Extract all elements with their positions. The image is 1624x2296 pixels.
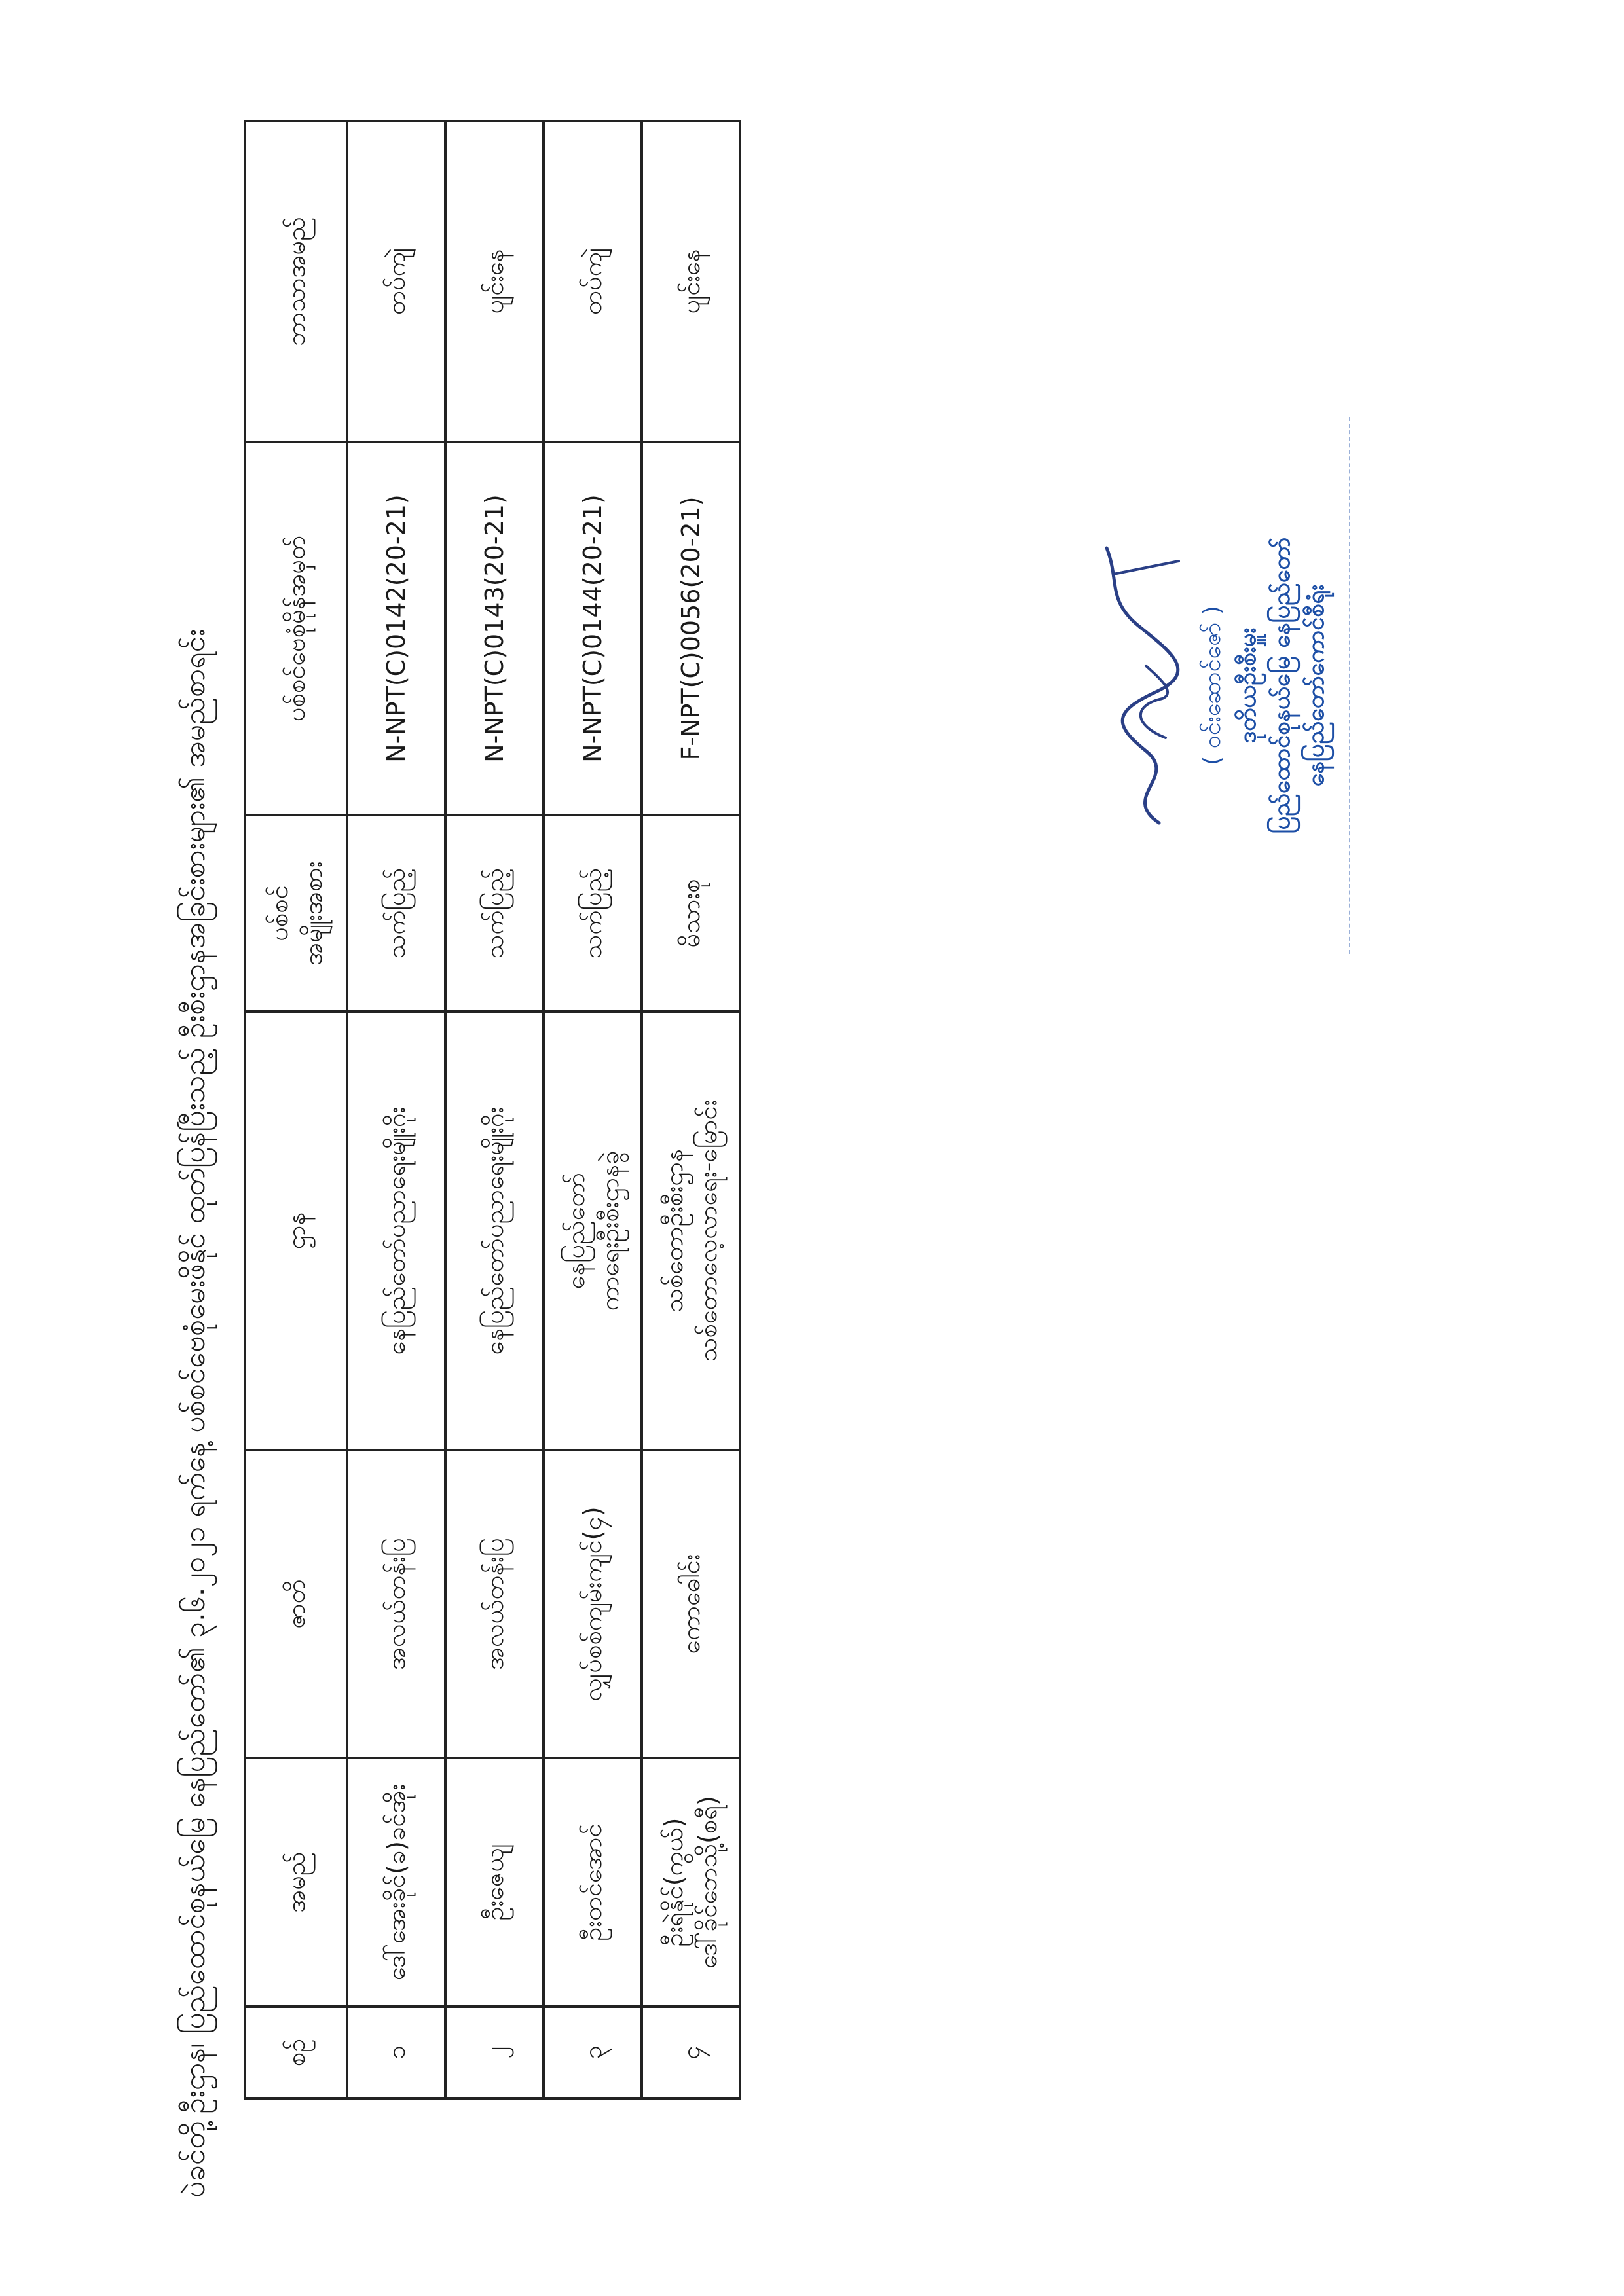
header-no: စဉ် <box>245 2007 347 2098</box>
cell-department: နေပြည်တော်ပညာရေးမျိုးဂိုး <box>445 1011 544 1450</box>
permit-table <box>244 120 741 2100</box>
cell-department: နေပြည်တော်ပညာရေးမျိုးဂိုး <box>347 1011 445 1450</box>
cell-name: ဒေါ်အေးခိုင်(ခ)ခင်အိုး <box>347 1758 445 2007</box>
cell-type: သက်ပြည့် <box>347 815 445 1011</box>
cell-name: ဦးတင်အောင် <box>544 1758 642 2007</box>
signatory-name: ( ဝင်းဆောင်ဇော် ) <box>1199 606 1226 765</box>
header-department: ဌာန <box>245 1011 347 1450</box>
signature-block <box>1054 391 1395 980</box>
header-type <box>245 815 347 1011</box>
cell-no: ၃ <box>544 2007 642 2098</box>
cell-status: ပျင်းနေ <box>445 121 544 442</box>
cell-name: ဦးဇေယျ <box>445 1758 544 2007</box>
cell-place: အလယ်တန်းပြ <box>347 1450 445 1758</box>
header-permit-no: ပစ်စင်ဗေစုံမိုန်အမှတ် <box>245 442 347 815</box>
cell-department: သစ်တောဦးစီးဌာန သစ်တောလေ့လာရေး-မြောင်း <box>642 1011 740 1450</box>
table-row <box>347 121 445 2098</box>
cell-place: ကောဓေါင်း <box>642 1450 740 1758</box>
document-title: ပဲခင်တို့ဦးဌာန၊ ပြည်ထောင်စုနယ်မြေ နေပြည်တော်၏ ၃.၆.၂၀၂၁ ရက်နေ့ ပစ်စင်ဗေစုံမေးဖိနိုင် ထုတ်ပြန်ပြီးသည့် ဦးစီးဌာနအခြင်းစားများ၏ အမည်စာရင်း <box>178 629 212 2198</box>
signature-divider <box>1349 417 1350 954</box>
header-name: အမည် <box>245 1758 347 2007</box>
permit-table-container <box>244 120 741 2100</box>
cell-status: တပ်ကျဲ <box>347 121 445 442</box>
cell-permit-no: N-NPT(C)0143(20-21) <box>445 442 544 815</box>
cell-permit-no: F-NPT(C)0056(20-21) <box>642 442 740 815</box>
table-row <box>445 121 544 2098</box>
table-header-row <box>245 121 347 2098</box>
header-place: ဇာတိ <box>245 1450 347 1758</box>
cell-permit-no: N-NPT(C)0142(20-21) <box>347 442 445 815</box>
cell-no: ၄ <box>642 2007 740 2098</box>
cell-permit-no: N-NPT(C)0144(20-21) <box>544 442 642 815</box>
header-status: ဘာသာအမည် <box>245 121 347 442</box>
signatory-department: နေပြည်တော်ကောင်စီရုံး <box>1302 584 1329 787</box>
cell-type: မိသားစု <box>642 815 740 1011</box>
handwritten-signature <box>1094 535 1192 836</box>
signatory-title: ဒုတိယဦးစီးမှူး <box>1234 627 1261 744</box>
cell-no: ၁ <box>347 2007 445 2098</box>
cell-place: လျှပ်စစ်ကျမ်းကျင်(၄) <box>544 1450 642 1758</box>
cell-status: တပ်ကျဲ <box>544 121 642 442</box>
signatory-office: ပြည်ထောင်စုနယ်မြေ နေပြည်တော် <box>1268 537 1295 834</box>
header-type-text: ပစ်စင် အမျိုးအစား <box>265 861 327 966</box>
cell-name: ဦးရဲနိုင်(ကွယ်) ဒေါ်ခိုင်ဘေသို့(စရီ) <box>642 1758 740 2007</box>
table-row <box>544 121 642 2098</box>
cell-place: အလယ်တန်းပြ <box>445 1450 544 1758</box>
cell-type: သက်ပြည့် <box>445 815 544 1011</box>
table-row <box>642 121 740 2098</box>
cell-status: ပျင်းနေ <box>642 121 740 442</box>
cell-department: နေပြည်တော် ကာရေးဦးစီးဌာနခွဲ <box>544 1011 642 1450</box>
cell-type: သက်ပြည့် <box>544 815 642 1011</box>
cell-no: ၂ <box>445 2007 544 2098</box>
